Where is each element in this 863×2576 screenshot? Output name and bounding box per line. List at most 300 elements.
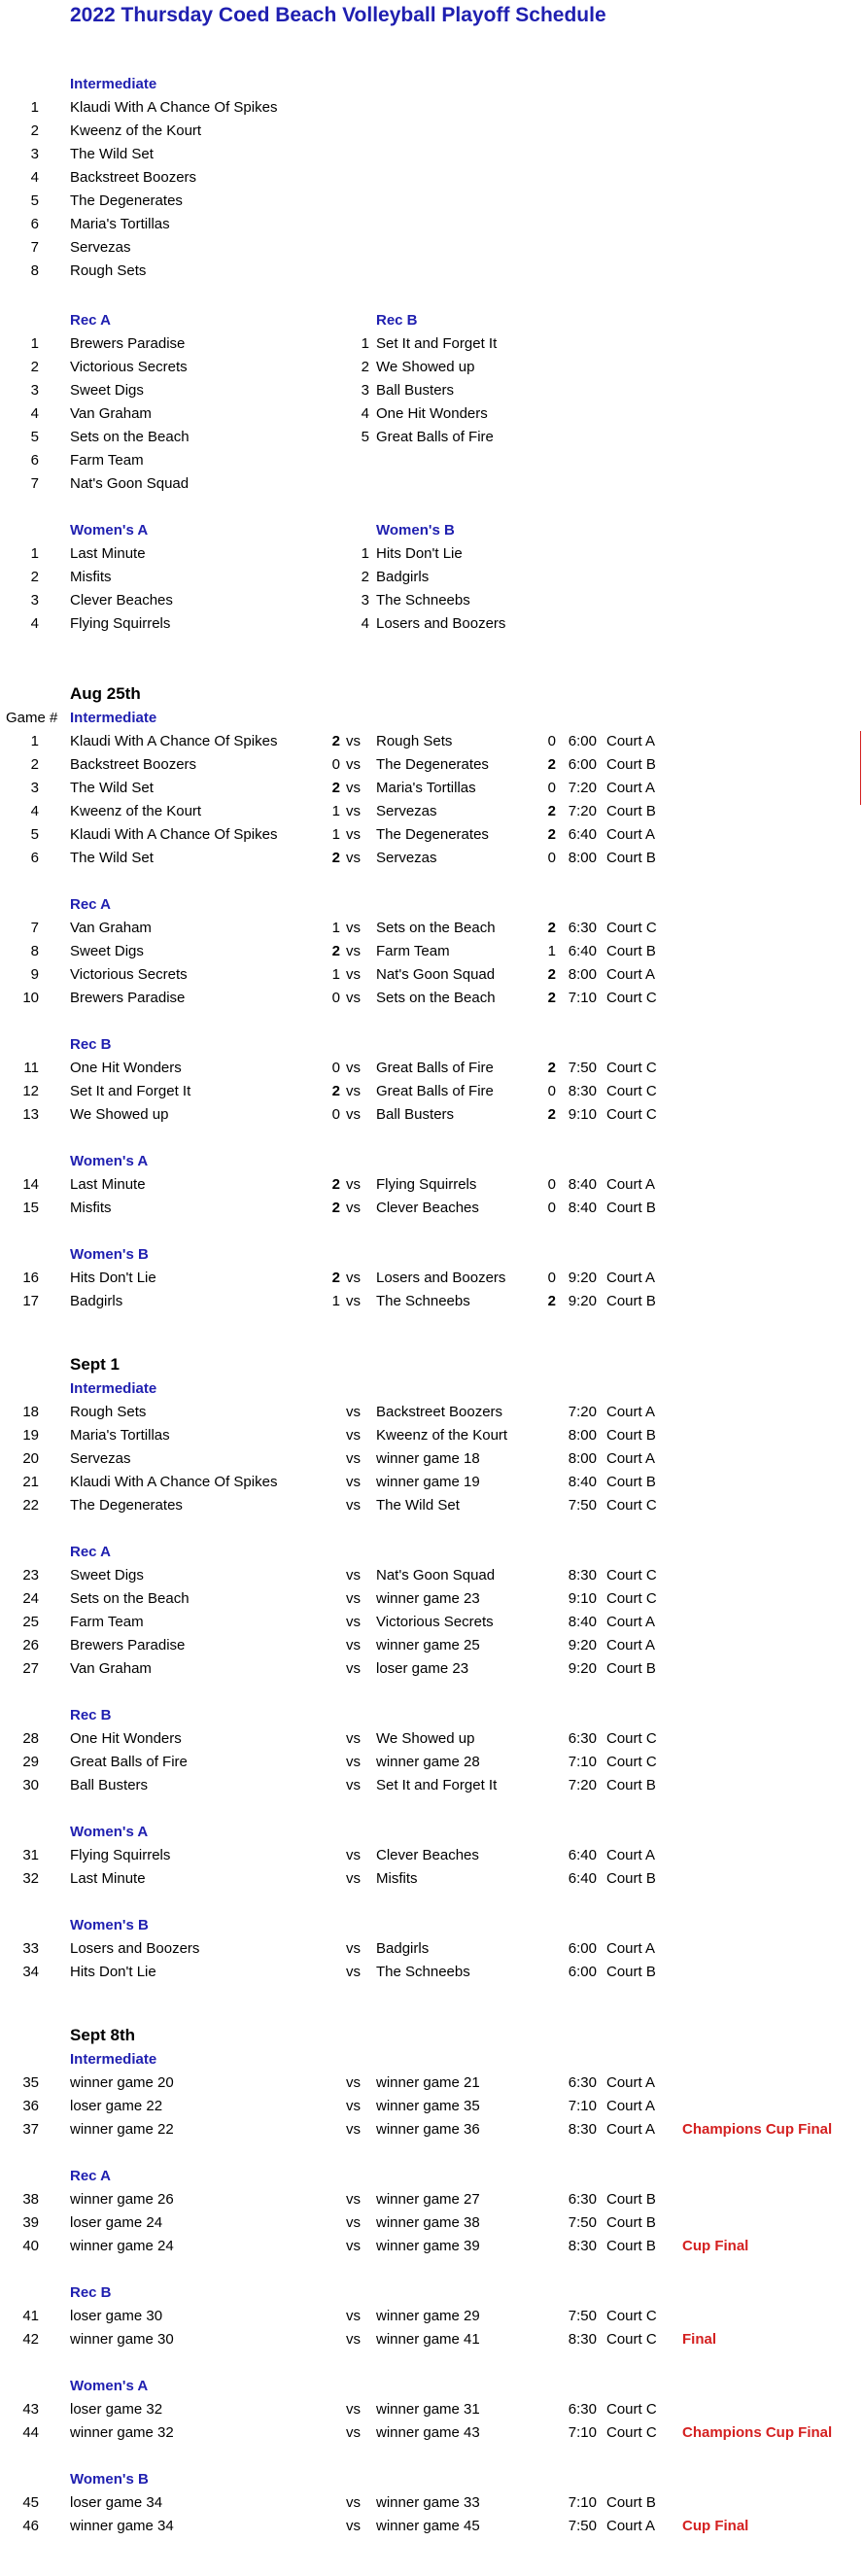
team-one: loser game 34	[70, 2494, 163, 2511]
game-time: 7:10	[568, 1754, 597, 1770]
seed-team-name: The Schneebs	[376, 592, 470, 609]
seed-number: 7	[30, 239, 39, 256]
team-two: winner game 27	[376, 2191, 480, 2208]
game-number-header: Game #	[6, 710, 58, 726]
versus-label: vs	[346, 1754, 361, 1770]
team-one: Kweenz of the Kourt	[70, 803, 202, 819]
versus-label: vs	[346, 920, 361, 936]
game-time: 9:20	[568, 1293, 597, 1309]
team-two: winner game 18	[376, 1450, 480, 1467]
seed-team-name: Badgirls	[376, 569, 430, 585]
court-name: Court C	[606, 1754, 657, 1770]
court-name: Court C	[606, 2401, 657, 2418]
team-two-score: 0	[547, 850, 556, 866]
seed-number: 4	[361, 405, 369, 422]
game-time: 6:00	[568, 733, 597, 749]
day-date-heading: Sept 1	[70, 1355, 121, 1374]
seed-number: 3	[30, 382, 39, 399]
versus-label: vs	[346, 1176, 361, 1193]
team-one-score: 1	[331, 1293, 340, 1309]
game-number: 12	[22, 1083, 39, 1099]
team-two-score: 2	[547, 826, 556, 843]
final-label: Cup Final	[682, 2238, 749, 2254]
team-two-score: 2	[547, 990, 556, 1006]
game-time: 6:40	[568, 1870, 597, 1887]
seed-number: 2	[30, 569, 39, 585]
team-two: Great Balls of Fire	[376, 1083, 494, 1099]
division-heading: Women's A	[70, 1824, 149, 1840]
team-two: Great Balls of Fire	[376, 1060, 494, 1076]
game-time: 8:30	[568, 2121, 597, 2138]
team-one-score: 0	[331, 1106, 340, 1123]
team-two: winner game 29	[376, 2308, 480, 2324]
team-one: Maria's Tortillas	[70, 1427, 170, 1444]
seed-team-name: Clever Beaches	[70, 592, 173, 609]
versus-label: vs	[346, 1106, 361, 1123]
team-two: winner game 31	[376, 2401, 480, 2418]
seed-team-name: The Wild Set	[70, 146, 154, 162]
team-two: Clever Beaches	[376, 1847, 479, 1863]
versus-label: vs	[346, 1200, 361, 1216]
game-time: 8:30	[568, 2238, 597, 2254]
court-name: Court B	[606, 1474, 656, 1490]
game-number: 38	[22, 2191, 39, 2208]
game-number: 2	[30, 756, 39, 773]
versus-label: vs	[346, 780, 361, 796]
court-name: Court A	[606, 1450, 656, 1467]
seed-team-name: Ball Busters	[376, 382, 455, 399]
seed-team-name: Backstreet Boozers	[70, 169, 197, 186]
team-one: Last Minute	[70, 1176, 146, 1193]
seed-team-name: Sweet Digs	[70, 382, 144, 399]
team-one: Sweet Digs	[70, 943, 144, 959]
team-two: Sets on the Beach	[376, 920, 496, 936]
game-time: 6:30	[568, 920, 597, 936]
court-name: Court A	[606, 2518, 656, 2534]
team-two: Sets on the Beach	[376, 990, 496, 1006]
versus-label: vs	[346, 1730, 361, 1747]
team-one: Klaudi With A Chance Of Spikes	[70, 733, 278, 749]
team-two-score: 0	[547, 1270, 556, 1286]
team-one: loser game 24	[70, 2214, 163, 2231]
seed-team-name: Van Graham	[70, 405, 152, 422]
team-one: winner game 34	[70, 2518, 174, 2534]
game-time: 8:30	[568, 1567, 597, 1584]
team-one-score: 2	[331, 943, 340, 959]
division-heading: Rec A	[70, 2168, 111, 2184]
team-two-score: 2	[547, 1106, 556, 1123]
game-number: 33	[22, 1940, 39, 1957]
court-name: Court B	[606, 1964, 656, 1980]
team-one-score: 0	[331, 756, 340, 773]
team-one: Backstreet Boozers	[70, 756, 197, 773]
final-label: Cup Final	[682, 2518, 749, 2534]
womens-a-seeds-heading: Women's A	[70, 522, 149, 539]
division-heading: Women's B	[70, 2471, 149, 2488]
court-name: Court A	[606, 1614, 656, 1630]
team-two: Rough Sets	[376, 733, 453, 749]
versus-label: vs	[346, 966, 361, 983]
team-one: loser game 32	[70, 2401, 163, 2418]
seed-number: 3	[30, 592, 39, 609]
court-name: Court B	[606, 1660, 656, 1677]
versus-label: vs	[346, 756, 361, 773]
team-one: Sets on the Beach	[70, 1590, 190, 1607]
team-one: Flying Squirrels	[70, 1847, 171, 1863]
team-one-score: 2	[331, 1200, 340, 1216]
team-two-score: 0	[547, 1176, 556, 1193]
team-two: winner game 19	[376, 1474, 480, 1490]
court-name: Court C	[606, 1497, 657, 1514]
game-time: 9:10	[568, 1106, 597, 1123]
division-heading: Rec B	[70, 2284, 112, 2301]
game-time: 7:20	[568, 780, 597, 796]
game-time: 6:00	[568, 756, 597, 773]
seed-team-name: Farm Team	[70, 452, 144, 469]
team-two: The Wild Set	[376, 1497, 460, 1514]
team-one: Victorious Secrets	[70, 966, 188, 983]
team-one-score: 2	[331, 733, 340, 749]
versus-label: vs	[346, 733, 361, 749]
versus-label: vs	[346, 1404, 361, 1420]
versus-label: vs	[346, 1777, 361, 1793]
versus-label: vs	[346, 1293, 361, 1309]
game-time: 9:20	[568, 1637, 597, 1654]
division-heading: Women's B	[70, 1246, 149, 1263]
court-name: Court A	[606, 1404, 656, 1420]
court-name: Court C	[606, 1590, 657, 1607]
team-one: One Hit Wonders	[70, 1060, 182, 1076]
seed-number: 2	[30, 359, 39, 375]
court-name: Court A	[606, 2098, 656, 2114]
game-time: 9:20	[568, 1270, 597, 1286]
team-two: Ball Busters	[376, 1106, 455, 1123]
team-one: Hits Don't Lie	[70, 1964, 156, 1980]
versus-label: vs	[346, 2308, 361, 2324]
game-number: 40	[22, 2238, 39, 2254]
seed-team-name: Brewers Paradise	[70, 335, 186, 352]
court-name: Court B	[606, 2238, 656, 2254]
game-number: 44	[22, 2424, 39, 2441]
seed-team-name: Maria's Tortillas	[70, 216, 170, 232]
game-time: 6:00	[568, 1940, 597, 1957]
seed-number: 2	[30, 122, 39, 139]
team-one-score: 2	[331, 780, 340, 796]
team-two: winner game 45	[376, 2518, 480, 2534]
seed-team-name: Victorious Secrets	[70, 359, 188, 375]
division-heading: Rec B	[70, 1036, 112, 1053]
court-name: Court C	[606, 1083, 657, 1099]
court-name: Court C	[606, 1106, 657, 1123]
versus-label: vs	[346, 1450, 361, 1467]
versus-label: vs	[346, 850, 361, 866]
versus-label: vs	[346, 803, 361, 819]
seed-number: 1	[361, 545, 369, 562]
game-time: 9:10	[568, 1590, 597, 1607]
court-name: Court B	[606, 2191, 656, 2208]
seed-team-name: Klaudi With A Chance Of Spikes	[70, 99, 278, 116]
game-number: 28	[22, 1730, 39, 1747]
game-time: 6:40	[568, 826, 597, 843]
team-two: winner game 39	[376, 2238, 480, 2254]
team-two-score: 2	[547, 803, 556, 819]
seed-number: 3	[30, 146, 39, 162]
rec-a-seeds-heading: Rec A	[70, 312, 111, 329]
seed-team-name: Losers and Boozers	[376, 615, 506, 632]
seed-number: 2	[361, 569, 369, 585]
game-number: 29	[22, 1754, 39, 1770]
team-one-score: 0	[331, 990, 340, 1006]
division-heading: Rec A	[70, 1544, 111, 1560]
team-two: Nat's Goon Squad	[376, 966, 496, 983]
game-time: 8:40	[568, 1614, 597, 1630]
team-two: winner game 21	[376, 2074, 480, 2091]
seed-number: 4	[30, 169, 39, 186]
game-time: 6:30	[568, 2191, 597, 2208]
court-name: Court C	[606, 2308, 657, 2324]
team-one: Great Balls of Fire	[70, 1754, 188, 1770]
versus-label: vs	[346, 1590, 361, 1607]
game-time: 7:10	[568, 2424, 597, 2441]
game-number: 43	[22, 2401, 39, 2418]
game-number: 1	[30, 733, 39, 749]
court-name: Court A	[606, 966, 656, 983]
versus-label: vs	[346, 2074, 361, 2091]
team-two-score: 1	[547, 943, 556, 959]
game-number: 15	[22, 1200, 39, 1216]
game-number: 13	[22, 1106, 39, 1123]
rec-b-seeds-heading: Rec B	[376, 312, 418, 329]
team-two: Backstreet Boozers	[376, 1404, 503, 1420]
game-number: 18	[22, 1404, 39, 1420]
game-time: 6:30	[568, 2401, 597, 2418]
versus-label: vs	[346, 2518, 361, 2534]
team-one: loser game 22	[70, 2098, 163, 2114]
intermediate-seeds-heading: Intermediate	[70, 76, 157, 92]
seed-team-name: Kweenz of the Kourt	[70, 122, 202, 139]
day-date-heading: Aug 25th	[70, 684, 141, 703]
game-time: 7:50	[568, 1497, 597, 1514]
game-time: 6:30	[568, 1730, 597, 1747]
team-one: loser game 30	[70, 2308, 163, 2324]
seed-number: 2	[361, 359, 369, 375]
division-heading: Intermediate	[70, 1380, 157, 1397]
court-name: Court A	[606, 1176, 656, 1193]
game-time: 7:50	[568, 1060, 597, 1076]
team-two: Badgirls	[376, 1940, 430, 1957]
seed-number: 3	[361, 592, 369, 609]
team-two: Farm Team	[376, 943, 450, 959]
game-number: 5	[30, 826, 39, 843]
game-time: 7:20	[568, 1404, 597, 1420]
game-number: 41	[22, 2308, 39, 2324]
court-name: Court A	[606, 733, 656, 749]
game-number: 4	[30, 803, 39, 819]
versus-label: vs	[346, 826, 361, 843]
team-one: Klaudi With A Chance Of Spikes	[70, 1474, 278, 1490]
game-number: 30	[22, 1777, 39, 1793]
game-time: 8:00	[568, 850, 597, 866]
game-number: 21	[22, 1474, 39, 1490]
versus-label: vs	[346, 1614, 361, 1630]
team-one: winner game 32	[70, 2424, 174, 2441]
womens-b-seeds-heading: Women's B	[376, 522, 455, 539]
team-two-score: 0	[547, 733, 556, 749]
team-one-score: 1	[331, 826, 340, 843]
team-two-score: 2	[547, 756, 556, 773]
court-name: Court B	[606, 803, 656, 819]
court-name: Court C	[606, 1060, 657, 1076]
seed-team-name: The Degenerates	[70, 192, 183, 209]
game-number: 17	[22, 1293, 39, 1309]
game-number: 16	[22, 1270, 39, 1286]
team-two: winner game 25	[376, 1637, 480, 1654]
court-name: Court A	[606, 826, 656, 843]
game-number: 25	[22, 1614, 39, 1630]
seed-number: 1	[30, 545, 39, 562]
team-two: winner game 23	[376, 1590, 480, 1607]
team-one: The Wild Set	[70, 850, 154, 866]
team-two-score: 2	[547, 920, 556, 936]
game-time: 7:50	[568, 2518, 597, 2534]
court-name: Court B	[606, 1200, 656, 1216]
seed-number: 6	[30, 452, 39, 469]
day-date-heading: Sept 8th	[70, 2026, 136, 2044]
versus-label: vs	[346, 1964, 361, 1980]
versus-label: vs	[346, 2331, 361, 2348]
game-number: 37	[22, 2121, 39, 2138]
team-two: Victorious Secrets	[376, 1614, 494, 1630]
team-one-score: 0	[331, 1060, 340, 1076]
game-number: 26	[22, 1637, 39, 1654]
seed-number: 3	[361, 382, 369, 399]
game-number: 7	[30, 920, 39, 936]
cell-border-mark	[860, 731, 861, 805]
team-one: Servezas	[70, 1450, 131, 1467]
seed-number: 4	[361, 615, 369, 632]
seed-team-name: Hits Don't Lie	[376, 545, 463, 562]
seed-team-name: Rough Sets	[70, 262, 147, 279]
team-two: We Showed up	[376, 1730, 475, 1747]
versus-label: vs	[346, 2214, 361, 2231]
game-number: 27	[22, 1660, 39, 1677]
team-one: winner game 26	[70, 2191, 174, 2208]
game-time: 8:40	[568, 1474, 597, 1490]
team-two: Losers and Boozers	[376, 1270, 506, 1286]
team-two: The Schneebs	[376, 1964, 470, 1980]
game-time: 8:00	[568, 1427, 597, 1444]
team-two: Misfits	[376, 1870, 418, 1887]
team-one: winner game 22	[70, 2121, 174, 2138]
versus-label: vs	[346, 1870, 361, 1887]
game-time: 9:20	[568, 1660, 597, 1677]
court-name: Court A	[606, 2121, 656, 2138]
team-two: winner game 38	[376, 2214, 480, 2231]
court-name: Court B	[606, 850, 656, 866]
team-one: Farm Team	[70, 1614, 144, 1630]
game-number: 3	[30, 780, 39, 796]
versus-label: vs	[346, 1474, 361, 1490]
division-heading: Women's A	[70, 2378, 149, 2394]
game-time: 7:10	[568, 2494, 597, 2511]
game-number: 42	[22, 2331, 39, 2348]
team-two: winner game 43	[376, 2424, 480, 2441]
team-two-score: 2	[547, 1293, 556, 1309]
versus-label: vs	[346, 1847, 361, 1863]
team-two: winner game 33	[376, 2494, 480, 2511]
versus-label: vs	[346, 2238, 361, 2254]
game-number: 34	[22, 1964, 39, 1980]
team-two: loser game 23	[376, 1660, 469, 1677]
team-one: Badgirls	[70, 1293, 123, 1309]
team-one: Brewers Paradise	[70, 990, 186, 1006]
game-number: 32	[22, 1870, 39, 1887]
team-one: The Wild Set	[70, 780, 154, 796]
game-time: 8:00	[568, 1450, 597, 1467]
team-one: Set It and Forget It	[70, 1083, 191, 1099]
team-two: Set It and Forget It	[376, 1777, 498, 1793]
team-two-score: 2	[547, 966, 556, 983]
final-label: Final	[682, 2331, 717, 2348]
game-time: 8:30	[568, 1083, 597, 1099]
team-two: winner game 41	[376, 2331, 480, 2348]
team-two: winner game 28	[376, 1754, 480, 1770]
court-name: Court C	[606, 990, 657, 1006]
court-name: Court B	[606, 943, 656, 959]
team-one: Van Graham	[70, 920, 152, 936]
versus-label: vs	[346, 1497, 361, 1514]
game-time: 7:10	[568, 990, 597, 1006]
seed-number: 1	[361, 335, 369, 352]
versus-label: vs	[346, 1270, 361, 1286]
seed-number: 8	[30, 262, 39, 279]
team-two: Clever Beaches	[376, 1200, 479, 1216]
game-time: 7:10	[568, 2098, 597, 2114]
seed-team-name: Great Balls of Fire	[376, 429, 494, 445]
versus-label: vs	[346, 943, 361, 959]
division-heading: Women's A	[70, 1153, 149, 1169]
game-number: 36	[22, 2098, 39, 2114]
game-number: 11	[23, 1060, 39, 1076]
seed-number: 1	[30, 99, 39, 116]
game-time: 8:40	[568, 1176, 597, 1193]
team-one-score: 2	[331, 1176, 340, 1193]
team-one: Rough Sets	[70, 1404, 147, 1420]
court-name: Court C	[606, 1567, 657, 1584]
team-two-score: 0	[547, 1200, 556, 1216]
team-two: The Degenerates	[376, 826, 489, 843]
team-two-score: 0	[547, 1083, 556, 1099]
final-label: Champions Cup Final	[682, 2121, 833, 2138]
court-name: Court A	[606, 780, 656, 796]
team-two: The Schneebs	[376, 1293, 470, 1309]
court-name: Court C	[606, 1730, 657, 1747]
team-two: Kweenz of the Kourt	[376, 1427, 508, 1444]
team-one: Sweet Digs	[70, 1567, 144, 1584]
court-name: Court C	[606, 2424, 657, 2441]
game-number: 14	[22, 1176, 39, 1193]
game-number: 23	[22, 1567, 39, 1584]
court-name: Court B	[606, 2494, 656, 2511]
game-time: 7:50	[568, 2308, 597, 2324]
seed-team-name: One Hit Wonders	[376, 405, 488, 422]
game-time: 6:40	[568, 1847, 597, 1863]
versus-label: vs	[346, 1427, 361, 1444]
game-number: 39	[22, 2214, 39, 2231]
team-one: We Showed up	[70, 1106, 169, 1123]
versus-label: vs	[346, 1637, 361, 1654]
team-one: winner game 30	[70, 2331, 174, 2348]
